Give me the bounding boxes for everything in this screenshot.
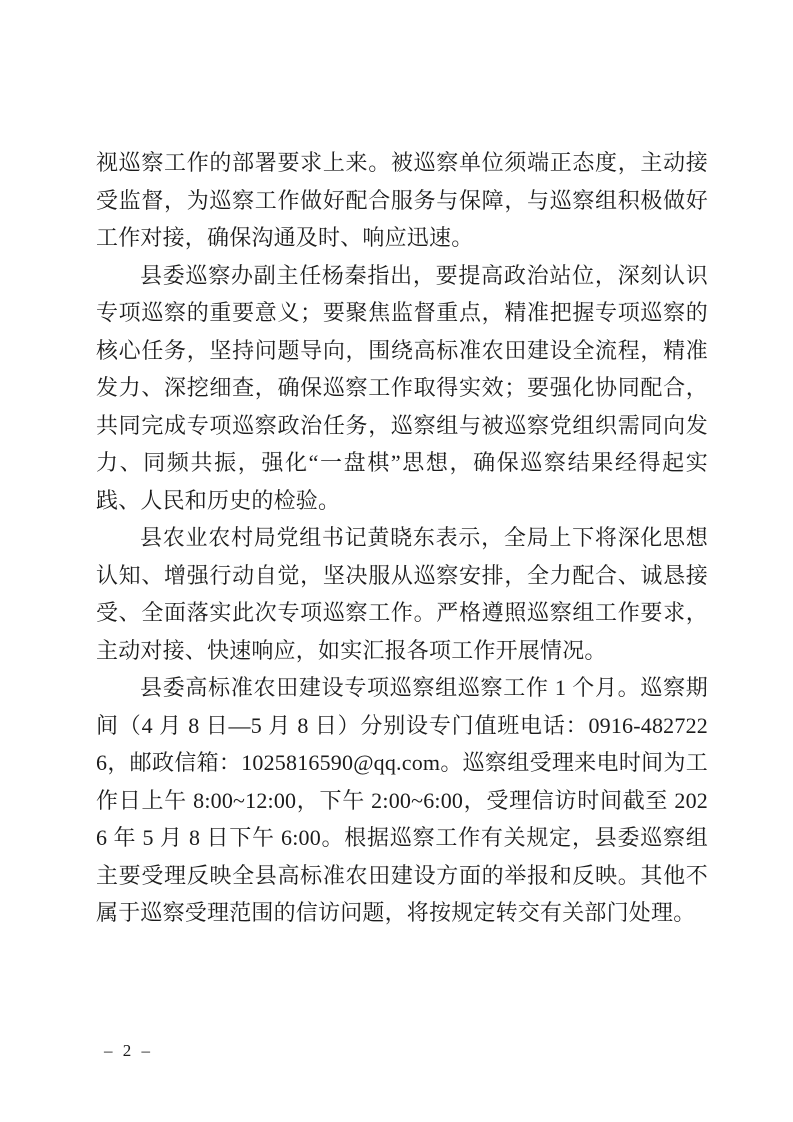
paragraph: 县委高标准农田建设专项巡察组巡察工作 1 个月。巡察期间（4 月 8 日—5 月 8 日）分别设专门值班电话：0916-4827226，邮政信箱：1025816590@qq.com。巡察组受理来电时间为工作日上午 8:00~12:00，下午 2:00~6:00，受理信访时间截至 2026 年 5 月 8 日下午 6:00。根据巡察工作有关规定，县委巡察组主要受理反映全县高标准农田建设方面的举报和反映。其他不属于巡察受理范围的信访问题，将按规定转交有关部门处理。 — [96, 675, 708, 925]
paragraph-continuation: 视巡察工作的部署要求上来。被巡察单位须端正态度，主动接受监督，为巡察工作做好配合服务与保障，与巡察组积极做好工作对接，确保沟通及时、响应迅速。 — [96, 150, 708, 250]
paragraph: 县委巡察办副主任杨秦指出，要提高政治站位，深刻认识专项巡察的重要意义；要聚焦监督重点，精准把握专项巡察的核心任务，坚持问题导向，围绕高标准农田建设全流程，精准发力、深挖细查，确保巡察工作取得实效；要强化协同配合，共同完成专项巡察政治任务，巡察组与被巡察党组织需同向发力、同频共振，强化“一盘棋”思想，确保巡察结果经得起实践、人民和历史的检验。 — [96, 262, 708, 513]
page-number: – 2 – — [104, 1041, 153, 1060]
paragraph: 县农业农村局党组书记黄晓东表示，全局上下将深化思想认知、增强行动自觉，坚决服从巡察安排，全力配合、诚恳接受、全面落实此次专项巡察工作。严格遵照巡察组工作要求，主动对接、快速响应，如实汇报各项工作开展情况。 — [96, 525, 708, 663]
document-body — [96, 144, 708, 932]
